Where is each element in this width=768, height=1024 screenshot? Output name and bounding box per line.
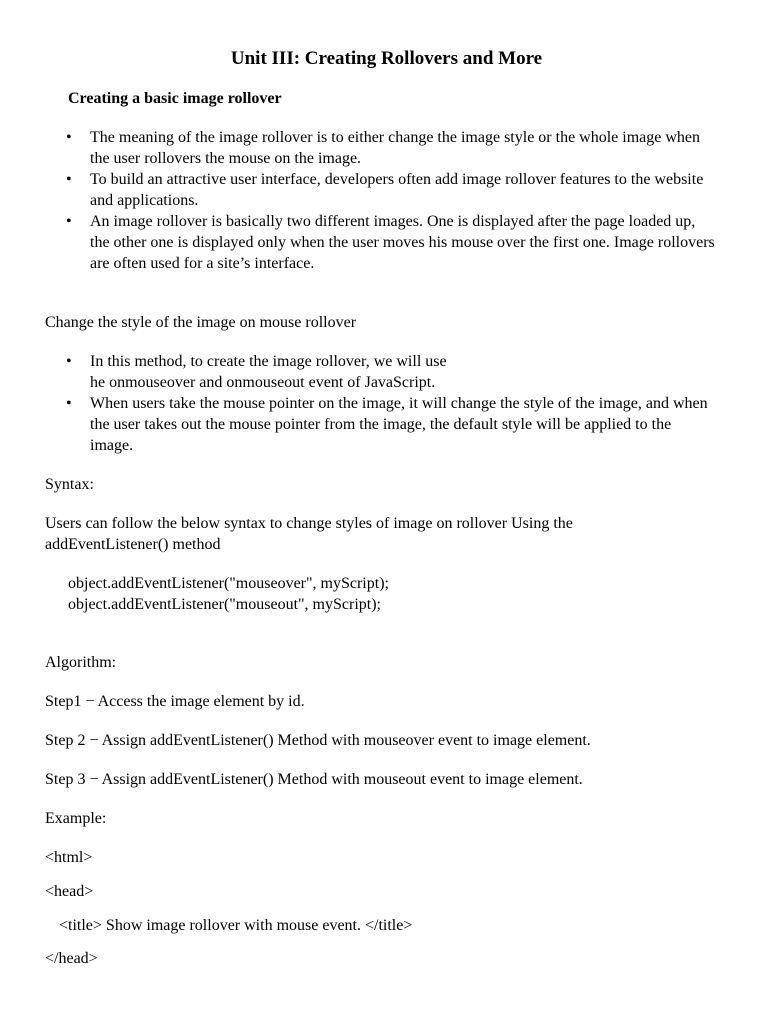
list-item: • To build an attractive user interface, developers often add image rollover features to the website and applications.	[0, 169, 717, 211]
method-bullet-list	[0, 351, 717, 456]
section-heading: Change the style of the image on mouse rollover	[45, 314, 357, 331]
code-line: object.addEventListener("mouseover", myScript);	[68, 575, 389, 592]
list-item-line: he onmouseover and onmouseout event of JavaScript.	[90, 374, 436, 391]
step-item: Step 3 − Assign addEventListener() Method with mouseout event to image element.	[45, 771, 583, 788]
list-item: • When users take the mouse pointer on the image, it will change the style of the image, and when the user takes out the mouse pointer from the image, the default style will be applied to the image.	[0, 393, 717, 456]
code-line: object.addEventListener("mouseout", myScript);	[68, 596, 381, 613]
example-code-line: <html>	[45, 849, 93, 866]
example-label: Example:	[45, 810, 107, 827]
algorithm-label: Algorithm:	[45, 654, 117, 671]
step-item: Step 2 − Assign addEventListener() Method with mouseover event to image element.	[45, 732, 591, 749]
list-item-line: In this method, to create the image rollover, we will use	[90, 353, 447, 370]
page-title: Unit III: Creating Rollovers and More	[230, 48, 543, 69]
code-block	[68, 573, 389, 615]
step-item: Step1 − Access the image element by id.	[45, 693, 305, 710]
example-code-line: <title> Show image rollover with mouse event. </title>	[59, 917, 413, 934]
list-item	[0, 351, 717, 393]
section-subheading: Creating a basic image rollover	[68, 90, 282, 107]
list-item: • The meaning of the image rollover is to either change the image style or the whole image when the user rollovers the mouse on the image.	[0, 127, 717, 169]
list-item: • An image rollover is basically two different images. One is displayed after the page loaded up, the other one is displayed only when the user moves his mouse over the first one. Image rollovers are often used for a site’s interface.	[0, 211, 717, 274]
syntax-label: Syntax:	[45, 476, 94, 493]
example-code-line: </head>	[45, 950, 98, 967]
intro-bullet-list	[0, 127, 717, 274]
example-code-line: <head>	[45, 883, 94, 900]
syntax-description: Users can follow the below syntax to change styles of image on rollover Using the addEventListener() method	[45, 515, 573, 553]
